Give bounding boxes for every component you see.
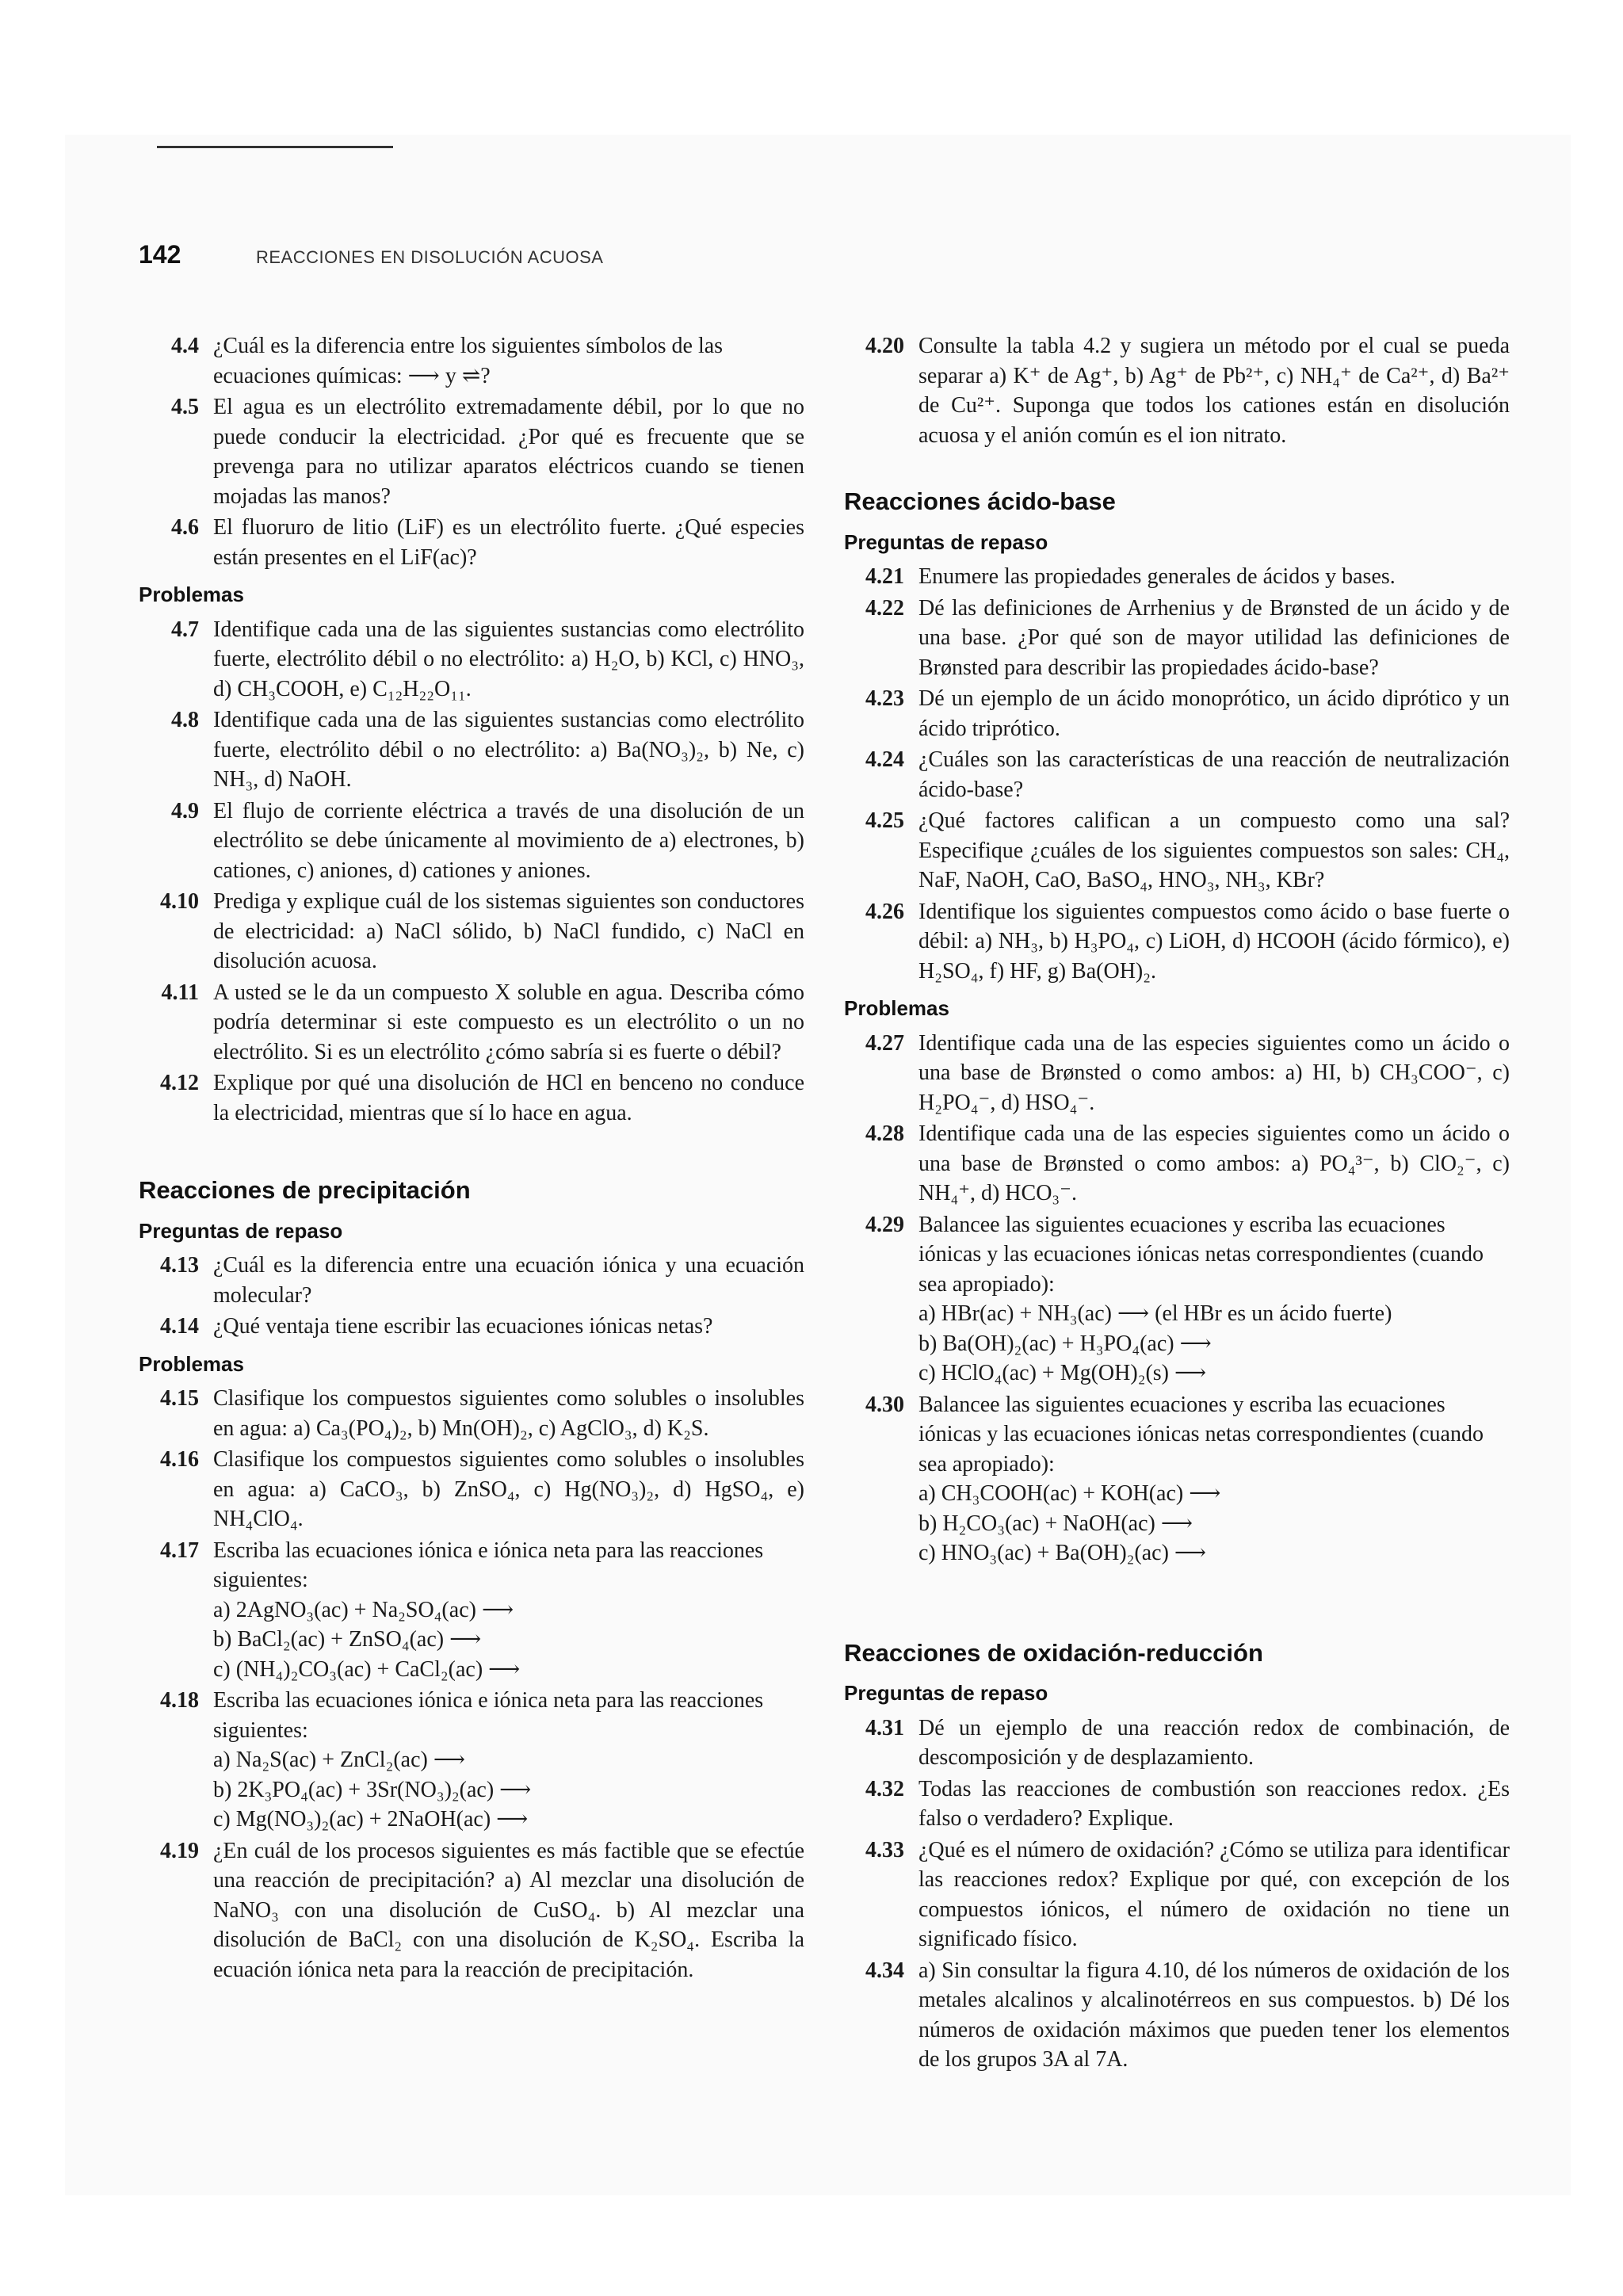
equation-b: b) 2K₃PO₄(ac) + 3Sr(NO₃)₂(ac) ⟶ <box>213 1777 532 1802</box>
question-text: Dé un ejemplo de un ácido monoprótico, un ácido diprótico y un ácido triprótico. <box>918 686 1510 741</box>
question-4-19 <box>139 1836 804 1985</box>
question-number: 4.12 <box>160 1071 199 1095</box>
subheading-preguntas-de-repaso: Preguntas de repaso <box>844 529 1048 554</box>
question-4-27 <box>844 1029 1510 1118</box>
question-text: El flujo de corriente eléctrica a través de una disolución de un electrólito se debe únicamente al movimiento de a) electrones, b) cationes, c) aniones, d) cationes y aniones. <box>213 798 804 883</box>
question-text: Balancee las siguientes ecuaciones y escriba las ecuaciones iónicas y las ecuaciones iónicas netas correspondientes (cuando sea apropiado): <box>918 1392 1484 1477</box>
question-4-22 <box>844 594 1510 683</box>
question-number: 4.23 <box>865 686 904 711</box>
equation-c: c) (NH₄)₂CO₃(ac) + CaCl₂(ac) ⟶ <box>213 1656 521 1682</box>
question-text: Balancee las siguientes ecuaciones y escriba las ecuaciones iónicas y las ecuaciones iónicas netas correspondientes (cuando sea apropiado): <box>918 1212 1484 1297</box>
question-text: A usted se le da un compuesto X soluble en agua. Describa cómo podría determinar si este compuesto es un electrólito o un no electrólito. Si es un electrólito ¿cómo sabría si es fuerte o débil? <box>213 980 804 1064</box>
question-text: El agua es un electrólito extremadamente débil, por lo que no puede conducir la electricidad. ¿Por qué es frecuente que se prevenga para no utilizar aparatos eléctricos cuando se tienen mojadas las manos? <box>213 395 804 509</box>
question-number: 4.17 <box>160 1538 199 1563</box>
question-4-33 <box>844 1836 1510 1954</box>
question-4-28 <box>844 1119 1510 1209</box>
question-4-26 <box>844 897 1510 987</box>
subheading-problemas: Problemas <box>139 1351 244 1376</box>
question-number: 4.29 <box>865 1212 904 1237</box>
question-4-15 <box>139 1384 804 1443</box>
question-4-30 <box>844 1390 1510 1568</box>
page-number: 142 <box>139 240 181 269</box>
question-4-18 <box>139 1686 804 1835</box>
question-number: 4.13 <box>160 1253 199 1278</box>
subheading-preguntas-de-repaso: Preguntas de repaso <box>139 1218 343 1243</box>
question-4-23 <box>844 684 1510 743</box>
question-4-17 <box>139 1536 804 1685</box>
equation-a: a) 2AgNO₃(ac) + Na₂SO₄(ac) ⟶ <box>213 1597 514 1622</box>
question-number: 4.10 <box>160 889 199 914</box>
question-number: 4.9 <box>171 798 199 823</box>
equation-a: a) Na₂S(ac) + ZnCl₂(ac) ⟶ <box>213 1748 465 1772</box>
question-text: Enumere las propiedades generales de ácidos y bases. <box>918 564 1396 589</box>
question-text: ¿Cuál es la diferencia entre una ecuación iónica y una ecuación molecular? <box>213 1253 804 1308</box>
question-4-31 <box>844 1713 1510 1773</box>
section-title-oxidacion-reduccion: Reacciones de oxidación-reducción <box>844 1638 1263 1667</box>
question-4-8 <box>139 705 804 795</box>
right-column <box>844 331 1510 2076</box>
subheading-problemas: Problemas <box>139 583 244 606</box>
question-4-9 <box>139 797 804 886</box>
question-number: 4.11 <box>161 980 199 1005</box>
question-4-10 <box>139 887 804 976</box>
question-number: 4.18 <box>160 1688 199 1713</box>
question-4-32 <box>844 1775 1510 1834</box>
question-text: Escriba las ecuaciones iónica e iónica neta para las reacciones siguientes: <box>213 1688 764 1743</box>
question-text: Escriba las ecuaciones iónica e iónica neta para las reacciones siguientes: <box>213 1538 764 1592</box>
running-head: REACCIONES EN DISOLUCIÓN ACUOSA <box>256 247 604 267</box>
question-4-34 <box>844 1956 1510 2075</box>
equation-c: c) HNO₃(ac) + Ba(OH)₂(ac) ⟶ <box>918 1541 1207 1565</box>
left-column <box>139 331 804 1986</box>
equation-b: b) Ba(OH)₂(ac) + H₃PO₄(ac) ⟶ <box>918 1331 1212 1356</box>
question-text: ecuaciones químicas: ⟶ y ⇌? <box>213 363 491 388</box>
page-header <box>139 240 603 272</box>
question-number: 4.20 <box>865 334 904 358</box>
question-4-11 <box>139 978 804 1068</box>
question-number: 4.6 <box>171 515 199 540</box>
question-number: 4.5 <box>171 395 199 419</box>
equation-c: c) Mg(NO₃)₂(ac) + 2NaOH(ac) ⟶ <box>213 1807 529 1832</box>
question-4-16 <box>139 1445 804 1534</box>
question-4-4 <box>139 331 804 391</box>
question-4-21 <box>844 562 1510 592</box>
question-4-14 <box>139 1312 804 1342</box>
question-number: 4.30 <box>865 1392 904 1417</box>
question-4-24 <box>844 745 1510 804</box>
question-text: Todas las reacciones de combustión son reacciones redox. ¿Es falso o verdadero? Explique. <box>918 1776 1510 1831</box>
question-text: ¿Qué es el número de oxidación? ¿Cómo se utiliza para identificar las reacciones redox? Explique por qué, con excepción de los compuestos iónicos, el número de oxidación no tiene un significado físico. <box>918 1837 1510 1951</box>
question-number: 4.25 <box>865 808 904 833</box>
question-number: 4.8 <box>171 708 199 732</box>
question-text: Consulte la tabla 4.2 y sugiera un método por el cual se pueda separar a) K⁺ de Ag⁺, b) Ag⁺ de Pb²⁺, c) NH₄⁺ de Ca²⁺, d) Ba²⁺ de Cu²⁺. Suponga que todos los cationes están en disolución acuosa y el anión común es el ion nitrato. <box>918 334 1510 448</box>
question-text: ¿Qué ventaja tiene escribir las ecuaciones iónicas netas? <box>213 1314 713 1339</box>
question-number: 4.33 <box>865 1837 904 1862</box>
question-text: Identifique cada una de las siguientes sustancias como electrólito fuerte, electrólito débil o no electrólito: a) Ba(NO₃)₂, b) Ne, c) NH₃, d) NaOH. <box>213 708 804 792</box>
question-4-12 <box>139 1068 804 1128</box>
section-title-precipitacion: Reacciones de precipitación <box>139 1176 471 1204</box>
question-number: 4.14 <box>160 1314 199 1339</box>
question-text: Clasifique los compuestos siguientes como solubles o insolubles en agua: a) CaCO₃, b) ZnSO₄, c) Hg(NO₃)₂, d) HgSO₄, e) NH₄ClO₄. <box>213 1447 804 1531</box>
question-number: 4.19 <box>160 1838 199 1863</box>
top-rule <box>157 146 393 148</box>
equation-a: a) CH₃COOH(ac) + KOH(ac) ⟶ <box>918 1481 1221 1506</box>
question-text: a) Sin consultar la figura 4.10, dé los números de oxidación de los metales alcalinos y alcalinotérreos en sus compuestos. b) Dé los números de oxidación máximos que pueden tener los elementos de los grupos 3A al 7A. <box>918 1958 1510 2072</box>
question-4-7 <box>139 615 804 705</box>
question-text: Identifique cada una de las especies siguientes como un ácido o una base de Brønsted o como ambos: a) PO₄³⁻, b) ClO₂⁻, c) NH₄⁺, d) HCO₃⁻. <box>918 1121 1510 1205</box>
question-text: ¿Cuál es la diferencia entre los siguientes símbolos de las <box>213 334 724 358</box>
question-text: El fluoruro de litio (LiF) es un electrólito fuerte. ¿Qué especies están presentes en el LiF(ac)? <box>213 515 804 570</box>
question-number: 4.34 <box>865 1958 904 1983</box>
question-number: 4.4 <box>171 334 199 358</box>
question-number: 4.24 <box>865 747 904 772</box>
question-number: 4.28 <box>865 1121 904 1146</box>
question-text: Identifique cada una de las siguientes sustancias como electrólito fuerte, electrólito débil o no electrólito: a) H₂O, b) KCl, c) HNO₃, d) CH₃COOH, e) C₁₂H₂₂O₁₁. <box>213 617 804 701</box>
question-text: Identifique los siguientes compuestos como ácido o base fuerte o débil: a) NH₃, b) H₃PO₄, c) LiOH, d) HCOOH (ácido fórmico), e) H₂SO₄, f) HF, g) Ba(OH)₂. <box>918 899 1510 984</box>
question-number: 4.22 <box>865 595 904 621</box>
question-text: ¿En cuál de los procesos siguientes es más factible que se efectúe una reacción de precipitación? a) Al mezclar una disolución de NaNO₃ con una disolución de CuSO₄. b) Al mezclar una disolución de BaCl₂ con una disolución de K₂SO₄. Escriba la ecuación iónica neta para la reacción de precipitación. <box>213 1838 804 1982</box>
question-text: Clasifique los compuestos siguientes como solubles o insolubles en agua: a) Ca₃(PO₄)₂, b) Mn(OH)₂, c) AgClO₃, d) K₂S. <box>213 1386 804 1441</box>
question-4-25 <box>844 806 1510 896</box>
question-4-13 <box>139 1251 804 1310</box>
question-text: Dé un ejemplo de una reacción redox de combinación, de descomposición y de desplazamiento. <box>918 1715 1510 1770</box>
question-4-29 <box>844 1210 1510 1389</box>
question-text: ¿Cuáles son las características de una reacción de neutralización ácido-base? <box>918 747 1510 802</box>
question-number: 4.27 <box>865 1030 904 1056</box>
question-number: 4.21 <box>865 564 904 589</box>
question-4-20 <box>844 331 1510 450</box>
question-number: 4.7 <box>171 617 199 642</box>
section-title-acido-base: Reacciones ácido-base <box>844 487 1116 515</box>
question-text: Explique por qué una disolución de HCl en benceno no conduce la electricidad, mientras que sí lo hace en agua. <box>213 1071 804 1125</box>
question-number: 4.16 <box>160 1447 199 1472</box>
question-text: Dé las definiciones de Arrhenius y de Brønsted de un ácido y de una base. ¿Por qué son de mayor utilidad las definiciones de Brønsted para describir las propiedades ácido-base? <box>918 595 1510 680</box>
question-text: ¿Qué factores califican a un compuesto como una sal? Especifique ¿cuáles de los siguientes compuestos son sales: CH₄, NaF, NaOH, CaO, BaSO₄, HNO₃, NH₃, KBr? <box>918 808 1510 892</box>
subheading-preguntas-de-repaso: Preguntas de repaso <box>844 1681 1048 1705</box>
question-number: 4.32 <box>865 1776 904 1801</box>
equation-a: a) HBr(ac) + NH₃(ac) ⟶ (el HBr es un ácido fuerte) <box>918 1301 1392 1326</box>
question-4-5 <box>139 392 804 511</box>
equation-b: b) H₂CO₃(ac) + NaOH(ac) ⟶ <box>918 1511 1193 1536</box>
question-number: 4.26 <box>865 899 904 924</box>
question-number: 4.15 <box>160 1386 199 1411</box>
equation-b: b) BaCl₂(ac) + ZnSO₄(ac) ⟶ <box>213 1627 482 1652</box>
subheading-problemas: Problemas <box>844 996 949 1020</box>
equation-c: c) HClO₄(ac) + Mg(OH)₂(s) ⟶ <box>918 1361 1207 1385</box>
question-4-6 <box>139 513 804 572</box>
question-text: Prediga y explique cuál de los sistemas siguientes son conductores de electricidad: a) NaCl sólido, b) NaCl fundido, c) NaCl en disolución acuosa. <box>213 889 804 973</box>
question-number: 4.31 <box>865 1715 904 1740</box>
question-text: Identifique cada una de las especies siguientes como un ácido o una base de Brønsted o como ambos: a) HI, b) CH₃COO⁻, c) H₂PO₄⁻, d) HSO₄⁻. <box>918 1030 1510 1115</box>
